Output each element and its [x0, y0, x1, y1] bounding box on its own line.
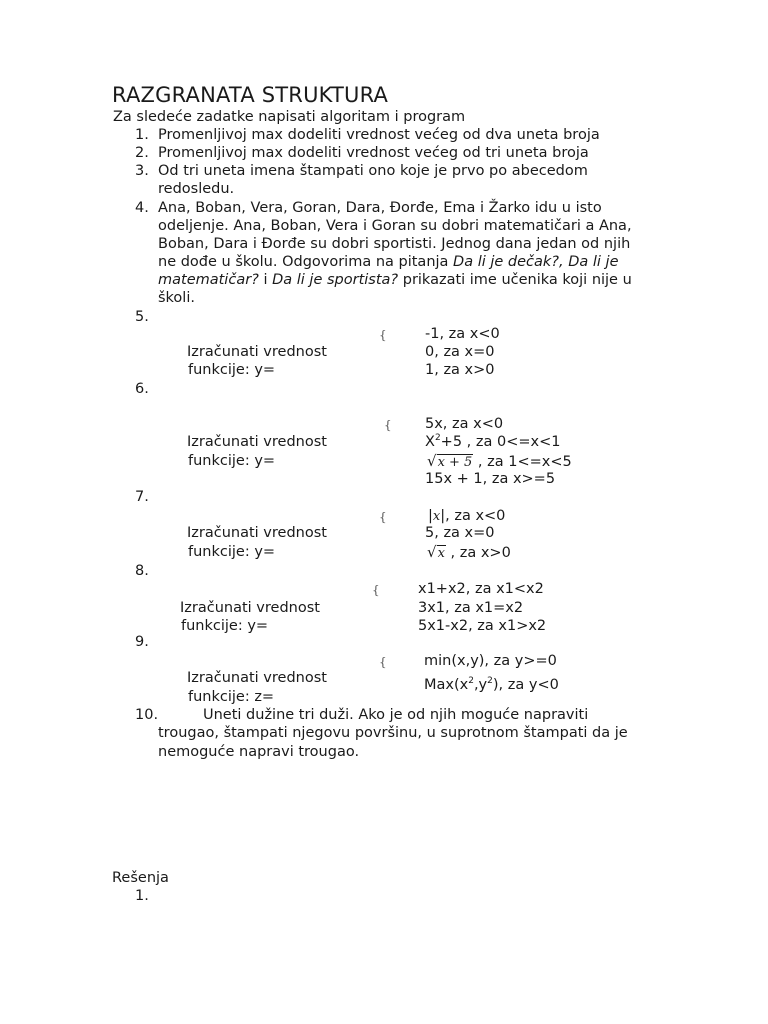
function-case: |x|, za x<0 — [428, 508, 506, 524]
function-case: 15x + 1, za x>=5 — [425, 471, 556, 487]
plain-text: ne dođe u školu. Odgovorima na pitanja — [158, 254, 454, 270]
function-case — [427, 543, 511, 563]
item-number: 2. — [135, 145, 149, 161]
exponent: 2 — [434, 433, 441, 444]
plain-text: prikazati ime učenika koji nije u — [398, 272, 632, 288]
item-number: 1. — [135, 888, 149, 904]
function-label: Izračunati vrednost — [180, 600, 320, 616]
brace-icon: { — [372, 583, 380, 597]
item-text: Promenljivoj max dodeliti vrednost većeg od dva uneta broja — [158, 127, 600, 143]
function-case: 5, za x=0 — [425, 525, 495, 541]
function-label: Izračunati vrednost — [187, 434, 327, 450]
item-number: 9. — [135, 634, 149, 650]
italic-text: Da li je sportista? — [272, 272, 399, 288]
function-label: funkcije: y= — [188, 362, 276, 378]
item-number: 5. — [135, 309, 149, 325]
math-rest: , za x>0 — [445, 545, 511, 561]
function-case: 5x, za x<0 — [425, 416, 504, 432]
function-case: $Max(x^2,y^2)$, za y<0 — [424, 676, 559, 693]
page-title: RAZGRANATA STRUKTURA — [112, 83, 389, 107]
function-label: funkcije: y= — [181, 618, 269, 634]
function-label: funkcije: y= — [188, 453, 276, 469]
item-number: 3. — [135, 163, 149, 179]
item-text: Ana, Boban, Vera, Goran, Dara, Đorđe, Ema i Žarko idu u isto — [158, 200, 602, 216]
item-text: nemoguće napravi trougao. — [158, 744, 360, 760]
function-case — [427, 452, 572, 472]
item-text: odeljenje. Ana, Boban, Vera i Goran su dobri matematičari a Ana, — [158, 218, 632, 234]
math-base: X — [425, 434, 435, 450]
brace-icon: { — [384, 418, 392, 432]
brace-icon: { — [379, 510, 387, 524]
item-number: 1. — [135, 127, 149, 143]
item-number: 8. — [135, 563, 149, 579]
function-case: x1+x2, za x1<x2 — [418, 581, 544, 597]
function-case: 3x1, za x1=x2 — [418, 600, 524, 616]
function-case — [425, 433, 560, 451]
exponent: 2 — [468, 676, 474, 687]
function-label: funkcije: z= — [188, 689, 275, 705]
item-number: 4. — [135, 200, 149, 216]
function-label: Izračunati vrednost — [187, 670, 327, 686]
brace-icon: { — [379, 655, 387, 669]
item-text: trougao, štampati njegovu površinu, u suprotnom štampati da je — [158, 725, 628, 741]
item-number: 6. — [135, 381, 149, 397]
math-rest: +5 , za 0<=x<1 — [440, 434, 561, 450]
item-text: školi. — [158, 290, 195, 306]
function-label: funkcije: y= — [188, 544, 276, 560]
item-text — [158, 253, 619, 271]
function-label: Izračunati vrednost — [187, 344, 327, 360]
exponent: 2 — [487, 676, 493, 687]
math-var: x — [432, 509, 441, 524]
plain-text: i — [258, 272, 273, 288]
function-case: 1, za x>0 — [425, 362, 495, 378]
item-number: 7. — [135, 489, 149, 505]
item-text: Od tri uneta imena štampati ono koje je prvo po abecedom — [158, 163, 588, 179]
intro-text: Za sledeće zadatke napisati algoritam i program — [113, 109, 466, 125]
solutions-heading: Rešenja — [112, 870, 169, 886]
item-number: 10. — [135, 707, 159, 723]
item-text — [158, 271, 632, 289]
sqrt-icon: √x — [427, 543, 445, 561]
function-case: 5x1-x2, za x1>x2 — [418, 618, 547, 634]
math-rest: , za 1<=x<5 — [473, 454, 572, 470]
function-case: 0, za x=0 — [425, 344, 495, 360]
function-case: -1, za x<0 — [425, 326, 500, 342]
item-text: Uneti dužine tri duži. Ako je od njih moguće napraviti — [203, 707, 589, 723]
function-label: Izračunati vrednost — [187, 525, 327, 541]
item-text: redosledu. — [158, 181, 235, 197]
sqrt-icon: √x + 5 — [427, 452, 473, 470]
italic-text: matematičar? — [158, 272, 259, 288]
item-text: Promenljivoj max dodeliti vrednost većeg od tri uneta broja — [158, 145, 589, 161]
brace-icon: { — [379, 328, 387, 342]
italic-text: Da li je dečak?, Da li je — [453, 254, 619, 270]
item-text: Boban, Dara i Đorđe su dobri sportisti. Jednog dana jedan od njih — [158, 236, 631, 252]
function-case: min(x,y), za y>=0 — [424, 653, 557, 669]
